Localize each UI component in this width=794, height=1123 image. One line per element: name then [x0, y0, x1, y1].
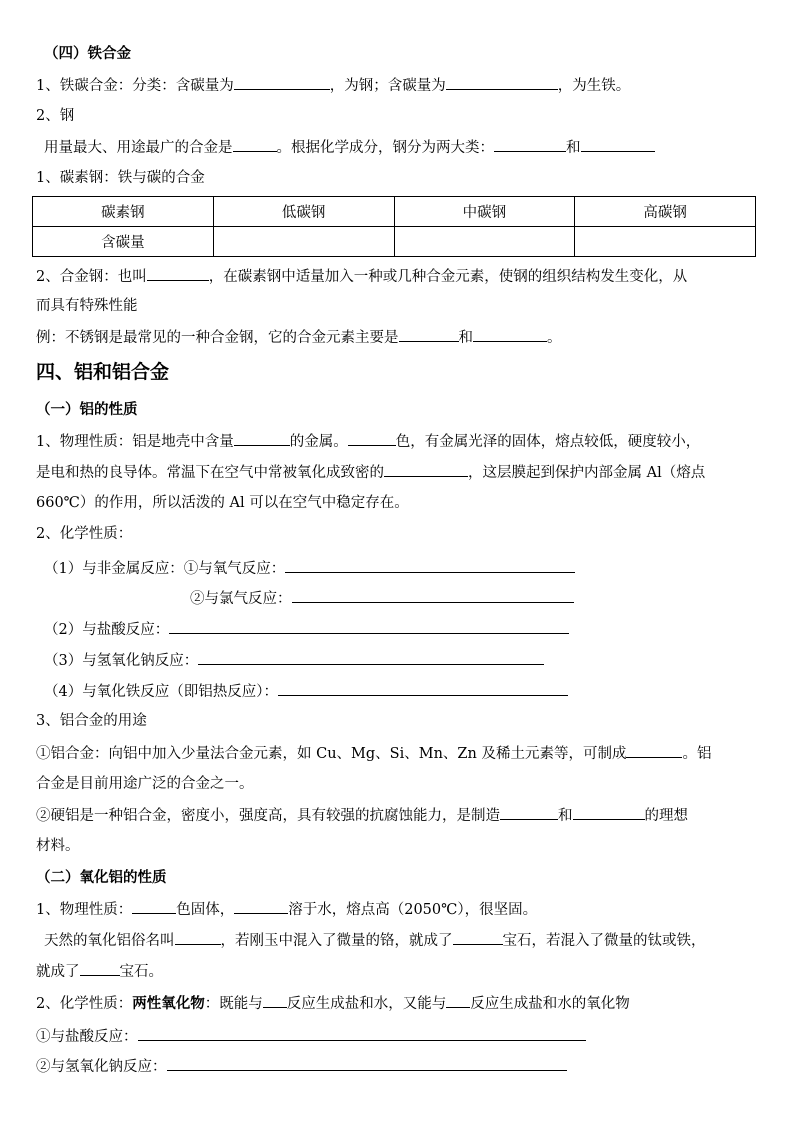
blank-pig-iron-carbon[interactable] [446, 75, 558, 90]
reaction-thermite-line: （4）与氧化铁反应（即铝热反应）： [44, 681, 568, 702]
al-alloy-line-2: 合金是目前用途广泛的合金之一。 [36, 776, 254, 792]
steel-title: 2、钢 [36, 108, 75, 124]
reaction-hcl-line: （2）与盐酸反应： [44, 619, 569, 640]
blank-chlorine-reaction[interactable] [292, 588, 574, 603]
aluminum-properties-title: （一）铝的性质 [36, 401, 138, 418]
stainless-steel-line: 例：不锈钢是最常见的一种合金钢，它的合金元素主要是 和 。 [36, 327, 562, 348]
al-chemical-title: 2、化学性质： [36, 526, 133, 542]
blank-reacts-with-1[interactable] [263, 993, 287, 1008]
blank-oxygen-reaction[interactable] [285, 558, 575, 573]
al-alloy-title: 3、铝合金的用途 [36, 713, 147, 729]
section-iron-alloy-title: （四）铁合金 [44, 45, 131, 62]
table-cell-input[interactable] [213, 227, 394, 257]
blank-al-color[interactable] [348, 431, 396, 446]
table-cell-input[interactable] [575, 227, 756, 257]
steel-usage-line: 用量最大、用途最广的合金是 。根据化学成分，钢分为两大类： 和 [44, 137, 655, 158]
al-alloy-line-1: ①铝合金：向铝中加入少量法合金元素，如 Cu、Mg、Si、Mn、Zn 及稀土元素等，可制成 。铝 [36, 743, 711, 764]
reaction-oxygen-line: （1）与非金属反应：①与氧气反应： [44, 558, 575, 579]
table-row [33, 227, 756, 257]
blank-steel-type-2[interactable] [581, 137, 655, 152]
al-physical-line-3: 660℃）的作用，所以活泼的 Al 可以在空气中稳定存在。 [36, 495, 409, 511]
table-cell-input[interactable] [394, 227, 575, 257]
blank-reacts-with-2[interactable] [446, 993, 470, 1008]
table-row [33, 197, 756, 227]
blank-alloy-steel-alias[interactable] [147, 266, 209, 281]
al-physical-line-2: 是电和热的良导体。常温下在空气中常被氧化成致密的 ，这层膜起到保护内部金属 Al（熔点 [36, 462, 705, 483]
alumina-properties-title: （二）氧化铝的性质 [36, 869, 167, 886]
corundum-line-1: 天然的氧化铝俗名叫 ，若刚玉中混入了微量的铬，就成了 宝石，若混入了微量的钛或铁， [44, 930, 706, 951]
blank-steel-type-1[interactable] [494, 137, 566, 152]
blank-most-used-alloy[interactable] [233, 137, 277, 152]
section-aluminum-title: 四、铝和铝合金 [36, 361, 170, 383]
blank-hcl-reaction[interactable] [169, 619, 569, 634]
blank-duralumin-use-2[interactable] [573, 805, 645, 820]
blank-sapphire[interactable] [80, 961, 120, 976]
alloy-steel-line: 2、合金钢：也叫 ，在碳素钢中适量加入一种或几种合金元素，使钢的组织结构发生变化，从 [36, 266, 687, 287]
table-header-cell: 高碳钢 [575, 197, 756, 227]
blank-stainless-element-1[interactable] [399, 327, 459, 342]
al-physical-line-1: 1、物理性质：铝是地壳中含量 的金属。 色，有金属光泽的固体，熔点较低，硬度较小， [36, 431, 700, 452]
blank-thermite-reaction[interactable] [278, 681, 568, 696]
iron-carbon-line: 1、铁碳合金：分类：含碳量为 ，为钢；含碳量为 ，为生铁。 [36, 75, 630, 96]
carbon-steel-table [32, 196, 756, 257]
blank-alumina-solubility[interactable] [234, 899, 288, 914]
table-header-cell: 中碳钢 [394, 197, 575, 227]
blank-alumina-naoh-reaction[interactable] [167, 1056, 567, 1071]
carbon-steel-title: 1、碳素钢：铁与碳的合金 [36, 170, 205, 186]
table-header-cell: 低碳钢 [213, 197, 394, 227]
blank-al-abundance[interactable] [234, 431, 290, 446]
table-header-cell: 碳素钢 [33, 197, 214, 227]
blank-duralumin-use-1[interactable] [500, 805, 558, 820]
alumina-hcl-line: ①与盐酸反应： [36, 1026, 586, 1047]
blank-steel-carbon[interactable] [234, 75, 330, 90]
alloy-steel-line-2: 而具有特殊性能 [36, 298, 138, 314]
duralumin-line-2: 材料。 [36, 838, 80, 854]
corundum-line-2: 就成了 宝石。 [36, 961, 163, 982]
alumina-physical-line: 1、物理性质： 色固体， 溶于水，熔点高（2050℃），很坚固。 [36, 899, 537, 920]
blank-oxide-film[interactable] [384, 462, 468, 477]
blank-stainless-element-2[interactable] [473, 327, 547, 342]
alumina-naoh-line: ②与氢氧化钠反应： [36, 1056, 567, 1077]
reaction-naoh-line: （3）与氢氧化钠反应： [44, 650, 544, 671]
blank-alumina-hcl-reaction[interactable] [138, 1026, 586, 1041]
blank-alumina-color[interactable] [132, 899, 176, 914]
blank-al-alloy-product[interactable] [626, 743, 682, 758]
blank-naoh-reaction[interactable] [198, 650, 544, 665]
alumina-chemical-line: 2、化学性质：两性氧化物：既能与 反应生成盐和水，又能与 反应生成盐和水的氧化物 [36, 995, 630, 1012]
blank-ruby[interactable] [453, 930, 503, 945]
blank-corundum-name[interactable] [175, 930, 221, 945]
duralumin-line-1: ②硬铝是一种铝合金，密度小，强度高，具有较强的抗腐蚀能力，是制造 和 的理想 [36, 805, 688, 826]
table-cell: 含碳量 [33, 227, 214, 257]
reaction-chlorine-line: ②与氯气反应： [190, 588, 574, 609]
